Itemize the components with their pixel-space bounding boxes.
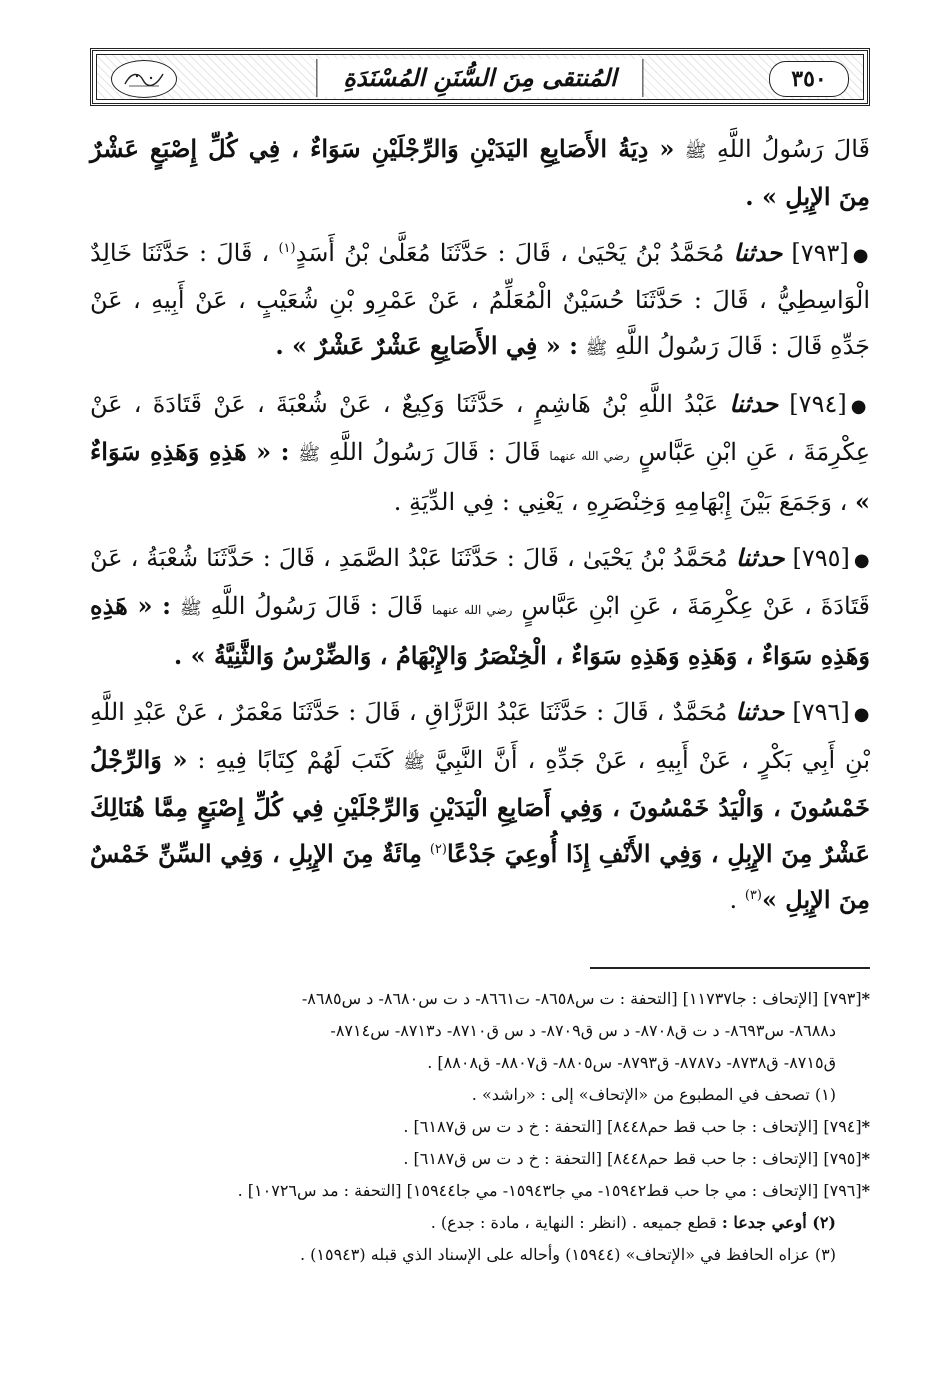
footnote-794 [92,1111,870,1143]
footnote-text: [٧٩٥] [الإتحاف : جا حب قط حم٨٤٤٨] [التحفة : خ د ت س ق٦١٨٧] . [403,1149,862,1168]
salla-icon: ﷺ [179,598,202,619]
hadith-number: [٧٩٣] [791,239,849,267]
isnad-text: كَتَبَ لَهُمْ كِتَابًا فِيهِ : [197,746,394,774]
star-icon: * [861,989,870,1008]
isnad-text: قَالَ : قَالَ رَسُولُ اللَّهِ [328,438,541,466]
salla-icon: ﷺ [684,141,707,162]
hadith-793 [90,230,870,371]
hadith-794 [90,381,870,525]
salla-icon: ﷺ [403,752,425,773]
text-segment: ، وَجَمَعَ بَيْنَ إِبْهَامِهِ وَخِنْصَرِهِ ، يَعْنِي : فِي الدِّيَةِ . [393,488,848,516]
radiya-icon: رضي الله عنهما [549,449,630,463]
haddathana-word: حدثنا [735,543,785,572]
footnote-2 [92,1207,870,1239]
hadith-796 [90,689,870,923]
haddathana-word: حدثنا [733,238,783,267]
bullet-icon: ● [853,704,870,725]
footnote-793-line2: د٨٦٨٨- س٨٦٩٣- د ت ق٨٧٠٨- د س ق٨٧٠٩- د س ق٨٧١٠- د٨٧١٣- س٨٧١٤- [330,1021,836,1040]
bullet-icon: ● [852,245,870,266]
isnad-text: مُحَمَّدٌ ، قَالَ : حَدَّثَنَا عَبْدُ الرَّزَّاقِ ، قَالَ : حَدَّثَنَا مَعْمَرٌ ، عَنْ عَبْدِ اللَّهِ بْنِ أَبِي بَكْرٍ ، عَنْ أَبِيهِ ، عَنْ جَدِّهِ ، أَنَّ النَّبِيَّ [90,698,870,774]
hadith-number: [٧٩٥] [792,544,850,572]
hadith-number: [٧٩٦] [792,698,850,726]
footnote-3: (٣) عزاه الحافظ في «الإتحاف» (١٥٩٤٤) وأحاله على الإسناد الذي قبله (١٥٩٤٣) . [299,1245,836,1264]
isnad-text: عَبْدُ اللَّهِ بْنُ هَاشِمٍ ، حَدَّثَنَا وَكِيعٌ ، عَنْ شُعْبَةَ ، عَنْ قَتَادَةَ ، عَنْ عِكْرِمَةَ ، عَنِ ابْنِ عَبَّاسٍ [90,390,871,466]
isnad-text: مُحَمَّدُ بْنُ يَحْيَىٰ ، قَالَ : حَدَّثَنَا مُعَلَّىٰ بْنُ أَسَدٍ [295,239,725,267]
haddathana-word: حدثنا [735,697,785,726]
header-ornament [96,54,864,100]
radiya-icon: رضي الله عنهما [431,603,513,617]
footnote-1: (١) تصحف في المطبوع من «الإتحاف» إلى : «راشد» . [471,1085,836,1104]
star-icon: * [861,1149,870,1168]
footnote-separator [590,967,870,969]
text-segment: . [729,886,738,914]
isnad-text: قَالَ : قَالَ رَسُولُ اللَّهِ [210,592,424,620]
main-text [90,126,870,933]
footnote-text: [٧٩٤] [الإتحاف : جا حب قط حم٨٤٤٨] [التحفة : خ د ت س ق٦١٨٧] . [403,1117,862,1136]
footnote-ref[interactable]: (١) [278,241,296,256]
star-icon: * [861,1181,870,1200]
paragraph-continuation [90,126,870,220]
text-segment: قَالَ رَسُولُ اللَّهِ [716,135,871,163]
footnote-795 [92,1143,870,1175]
footnote-term: (٢) أوعي جدعا : [721,1213,836,1232]
haddathana-word: حدثنا [729,389,779,418]
isnad-text: مُحَمَّدُ بْنُ يَحْيَىٰ ، قَالَ : حَدَّثَنَا عَبْدُ الصَّمَدِ ، قَالَ : حَدَّثَنَا شُعْبَةُ ، عَنْ قَتَادَةَ ، عَنْ عِكْرِمَةَ ، عَنِ ابْنِ عَبَّاسٍ [90,544,871,620]
hadith-quote: « دِيَةُ الأَصَابِعِ اليَدَيْنِ وَالرِّجْلَيْنِ سَوَاءٌ ، فِي كُلِّ إِصْبَعٍ عَشْرٌ مِنَ الإِبِلِ » . [90,134,870,211]
footnote-796 [92,1175,870,1207]
page-header [90,48,870,106]
bullet-icon: ● [850,396,870,417]
hadith-quote: « وَالرِّجْلُ خَمْسُونَ ، وَالْيَدُ خَمْسُونَ ، وَفِي أَصَابِعِ الْيَدَيْنِ وَالرِّجْلَيْنِ فِي كُلِّ إِصْبَعٍ مِمَّا هُنَالِكَ عَشْرٌ مِنَ الإِبِلِ ، وَفِي الأَنْفِ إِذَا أُوعِيَ جَدْعًا [90,745,870,868]
footnote-ref[interactable]: (٣) [744,888,762,903]
hadith-795 [90,535,870,679]
hadith-quote: مِائَةٌ مِنَ الإِبِلِ ، وَفِي السِّنِّ خَمْسٌ مِنَ الإِبِلِ » [90,839,870,914]
footnotes [92,983,870,1271]
hadith-quote: : « هَذِهِ وَهَذِهِ سَوَاءٌ » [90,437,870,516]
salla-icon: ﷺ [585,338,608,359]
hadith-number: [٧٩٤] [789,390,847,418]
footnote-text: [٧٩٣] [الإتحاف : جا١١٧٣٧] [التحفة : ت س٨٦٥٨- ت٨٦٦١- د ت س٨٦٨٠- د س٨٦٨٥- [301,989,862,1008]
footnote-text: [٧٩٦] [الإتحاف : مي جا حب قط١٥٩٤٢- مي جا١٥٩٤٣- مي جا١٥٩٤٤] [التحفة : مد س١٠٧٢٦] . [237,1181,862,1200]
star-icon: * [861,1117,870,1136]
publisher-logo-icon [111,60,177,98]
footnote-793-line3: ق٨٧١٥- ق٨٧٣٨- د٨٧٨٧- ق٨٧٩٣- س٨٨٠٥- ق٨٨٠٧- ق٨٨٠٨] . [427,1053,836,1072]
running-title: المُنتقى مِنَ السُّنَنِ المُسْنَدَةِ [316,59,643,97]
footnote-ref[interactable]: (٢) [429,842,447,857]
hadith-quote: : « فِي الأَصَابِعِ عَشْرٌ عَشْرٌ » . [275,331,578,360]
bullet-icon: ● [853,550,870,571]
footnote-text: قطع جميعه . (انظر : النهاية ، مادة : جدع) . [430,1213,717,1232]
salla-icon: ﷺ [298,444,320,465]
isnad-text: ، قَالَ : حَدَّثَنَا خَالِدٌ الْوَاسِطِيُّ ، قَالَ : حَدَّثَنَا حُسَيْنٌ الْمُعَلِّمُ ، عَنْ عَمْرِو بْنِ شُعَيْبٍ ، عَنْ أَبِيهِ ، عَنْ جَدِّهِ قَالَ : قَالَ رَسُولُ اللَّهِ [90,239,870,360]
calligraphy-logo-icon [119,66,169,92]
hadith-quote: : « هَذِهِ وَهَذِهِ سَوَاءٌ ، وَهَذِهِ وَهَذِهِ سَوَاءٌ ، الْخِنْصَرُ وَالإِبْهَامُ ، وَالضِّرْسُ وَالثَّنِيَّةُ » . [90,591,870,670]
footnote-793-line1 [92,983,870,1015]
page-number: ٣٥٠ [769,61,849,97]
